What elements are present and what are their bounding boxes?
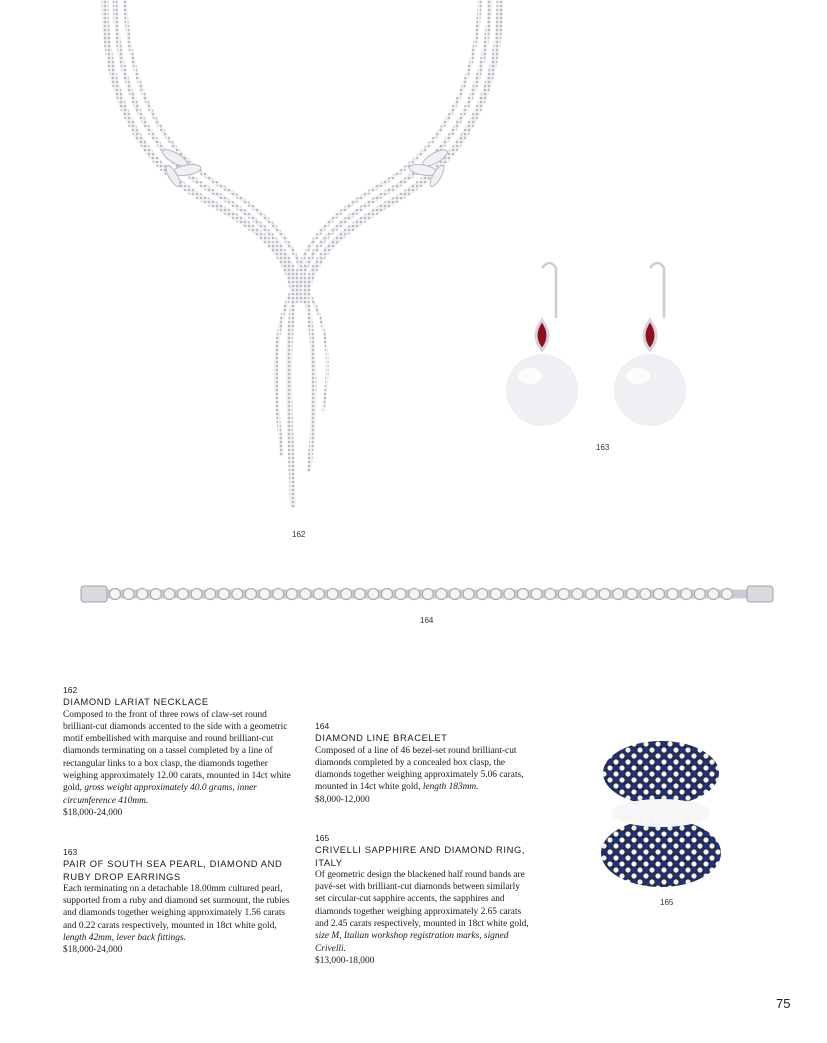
bracelet-stone	[368, 589, 379, 600]
bracelet-stone	[259, 589, 270, 600]
bracelet-stone	[422, 589, 433, 600]
bracelet-stone	[409, 589, 420, 600]
earrings-image	[500, 258, 710, 443]
lot-number: 163	[63, 847, 78, 857]
bracelet-stone	[490, 589, 501, 600]
lot-description: Of geometric design the blackened half round bands are pavé-set with brilliant-cut diamonds between similarly set circular-cut sapphire accents, the sapphires and diamonds together weighing approximately 2.65 carats and 2.45 carats respectively, mounted in 18ct white gold, size M, Italian workshop registration marks, signed Crivelli.	[315, 869, 529, 954]
bracelet-stone	[178, 589, 189, 600]
bracelet-stone	[354, 589, 365, 600]
bracelet-stone	[463, 589, 474, 600]
bracelet-stone	[382, 589, 393, 600]
bracelet-stone	[640, 589, 651, 600]
lot-estimate: $8,000-12,000	[315, 794, 370, 805]
bracelet-stone	[681, 589, 692, 600]
lot-number: 162	[63, 685, 78, 695]
bracelet-stone	[545, 589, 556, 600]
ring-figure-label: 165	[660, 898, 674, 907]
lot-description: Composed to the front of three rows of claw-set round brilliant-cut diamonds accented to the side with a geometric motif embellished with marquise and round brilliant-cut diamonds terminating on a tassel completed by a line of rectangular links to a box clasp, the diamonds together weighing approximately 12.00 carats, mounted in 14ct white gold, gross weight approximately 40.0 grams, inner circumference 410mm.	[63, 709, 291, 806]
bracelet-stone	[613, 589, 624, 600]
lot-163	[63, 846, 293, 957]
lot-description: Composed of a line of 46 bezel-set round brilliant-cut diamonds completed by a concealed box clasp, the diamonds together weighing approximately 5.06 carats, mounted in 14ct white gold, length 183mm.	[315, 745, 524, 793]
bracelet-stone	[395, 589, 406, 600]
bracelet-stone	[626, 589, 637, 600]
bracelet-stone	[667, 589, 678, 600]
lot-165	[315, 832, 530, 967]
bracelet-stone	[558, 589, 569, 600]
bracelet-stone	[314, 589, 325, 600]
necklace-image	[95, 0, 535, 520]
bracelet-stone	[191, 589, 202, 600]
bracelet-stone	[205, 589, 216, 600]
bracelet-stone	[273, 589, 284, 600]
bracelet-stone	[722, 589, 733, 600]
bracelet-stone	[694, 589, 705, 600]
lot-title: DIAMOND LARIAT NECKLACE	[63, 696, 209, 708]
bracelet-stone	[531, 589, 542, 600]
page-number: 75	[776, 996, 791, 1011]
bracelet-stone	[518, 589, 529, 600]
bracelet-stone	[246, 589, 257, 600]
bracelet-stone	[327, 589, 338, 600]
lot-description: Each terminating on a detachable 18.00mm cultured pearl, supported from a ruby and diamond set surmount, the rubies and diamonds together weighing approximately 1.56 carats and 0.22 carats respectively, mounted in 18ct white gold, length 42mm, lever back fittings.	[63, 883, 290, 944]
bracelet-stone	[450, 589, 461, 600]
bracelet-stone	[477, 589, 488, 600]
bracelet-stone	[654, 589, 665, 600]
lot-number: 165	[315, 833, 330, 843]
bracelet-stone	[341, 589, 352, 600]
necklace-figure-label: 162	[292, 530, 306, 539]
lot-162	[63, 684, 293, 819]
bracelet-image	[75, 578, 780, 610]
bracelet-stone	[218, 589, 229, 600]
bracelet-stone	[708, 589, 719, 600]
lot-title: DIAMOND LINE BRACELET	[315, 732, 448, 744]
bracelet-stone	[436, 589, 447, 600]
bracelet-stone	[599, 589, 610, 600]
lot-title: PAIR OF SOUTH SEA PEARL, DIAMOND AND RUBY DROP EARRINGS	[63, 858, 283, 882]
bracelet-stone	[586, 589, 597, 600]
bracelet-stone	[150, 589, 161, 600]
bracelet-stone	[110, 589, 121, 600]
bracelet-stone	[572, 589, 583, 600]
lot-estimate: $18,000-24,000	[63, 807, 123, 818]
lot-estimate: $13,000-18,000	[315, 955, 375, 966]
bracelet-stone	[164, 589, 175, 600]
earrings-figure-label: 163	[596, 443, 610, 452]
bracelet-stone	[123, 589, 134, 600]
bracelet-stone	[300, 589, 311, 600]
lot-164	[315, 720, 530, 806]
ring-image	[595, 735, 725, 895]
bracelet-stone	[286, 589, 297, 600]
lot-number: 164	[315, 721, 330, 731]
bracelet-stone	[232, 589, 243, 600]
bracelet-figure-label: 164	[420, 616, 434, 625]
lot-title: CRIVELLI SAPPHIRE AND DIAMOND RING, ITALY	[315, 844, 526, 868]
bracelet-stone	[137, 589, 148, 600]
bracelet-stone	[504, 589, 515, 600]
lot-estimate: $18,000-24,000	[63, 945, 123, 956]
